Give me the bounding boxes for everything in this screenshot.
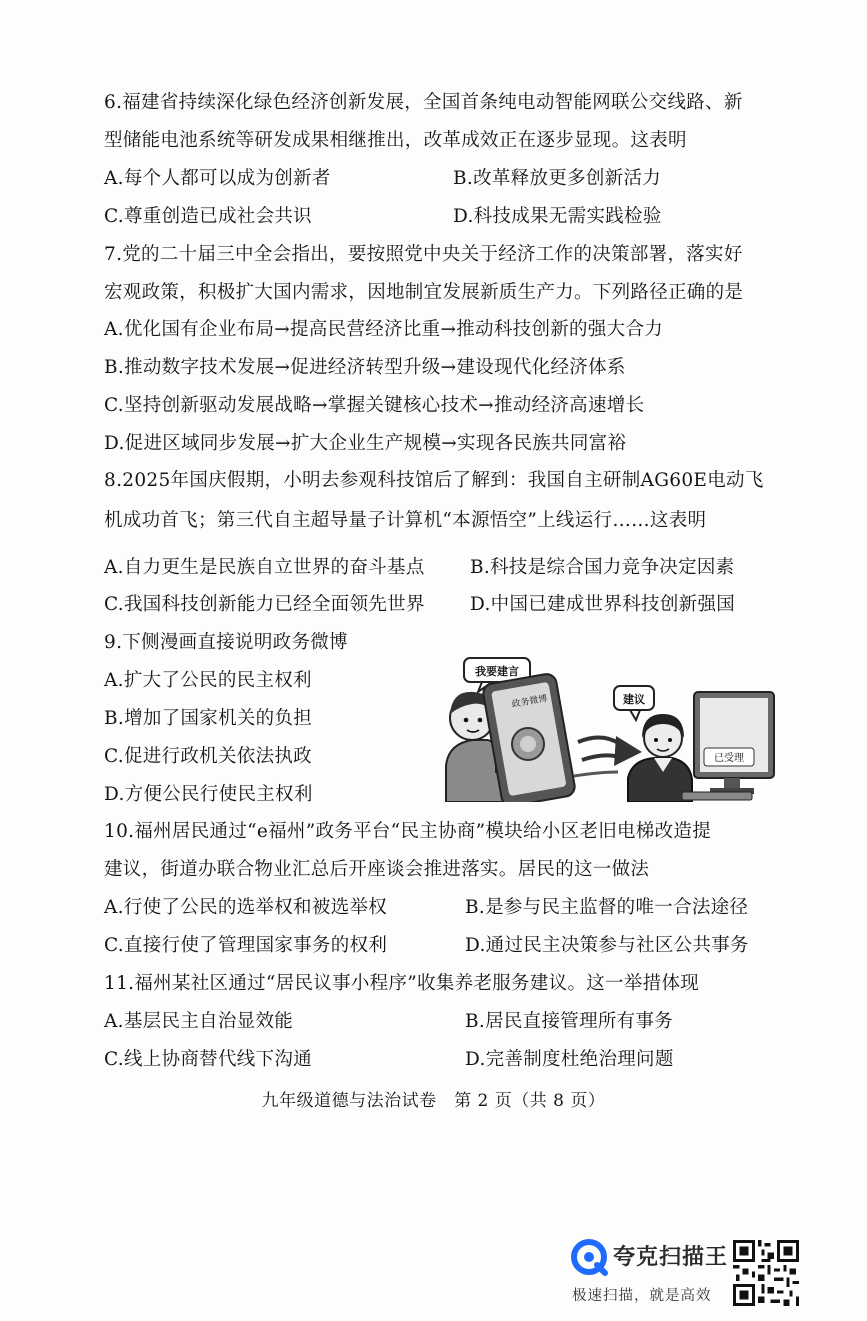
q10-stem-line-2: 建议，街道办联合物业汇总后开座谈会推进落实。居民的这一做法 [104, 859, 650, 880]
q10-option-d: D.通过民主决策参与社区公共事务 [465, 935, 749, 956]
q7-option-a: A.优化国有企业布局→提高民营经济比重→推动科技创新的强大合力 [104, 319, 664, 340]
q11-stem: 11.福州某社区通过“居民议事小程序”收集养老服务建议。这一举措体现 [104, 973, 700, 994]
scanner-watermark [570, 1238, 867, 1318]
keyboard-icon [682, 792, 752, 800]
q8-option-a: A.自力更生是民族自立世界的奋斗基点 [104, 557, 425, 578]
q9-option-d: D.方便公民行使民主权利 [104, 784, 313, 805]
q10-option-c: C.直接行使了管理国家事务的权利 [104, 935, 388, 956]
q8-option-b: B.科技是综合国力竞争决定因素 [470, 557, 735, 578]
q6-option-d: D.科技成果无需实践检验 [453, 206, 662, 227]
q6-option-a: A.每个人都可以成为创新者 [104, 168, 331, 189]
government-weibo-cartoon [442, 656, 778, 802]
computer-monitor [682, 692, 774, 800]
q6-option-c: C.尊重创造已成社会共识 [104, 206, 312, 227]
q6-stem-line-1: 6.福建省持续深化绿色经济创新发展，全国首条纯电动智能网联公交线路、新 [104, 92, 743, 113]
page-footer: 九年级道德与法治试卷 第 2 页（共 8 页） [261, 1091, 606, 1111]
q8-stem-line-2: 机成功首飞；第三代自主超导量子计算机“本源悟空”上线运行……这表明 [104, 510, 707, 531]
q11-option-b: B.居民直接管理所有事务 [465, 1011, 674, 1032]
screen-label: 已受理 [714, 753, 744, 764]
brand-name: 夸克扫描王 [613, 1245, 729, 1270]
q9-stem: 9.下侧漫画直接说明政务微博 [104, 632, 348, 653]
bubble-right-text: 建议 [623, 693, 645, 706]
phone-label: 政务微博 [511, 693, 549, 711]
q8-stem-line-1: 8.2025年国庆假期，小明去参观科技馆后了解到：我国自主研制AG60E电动飞 [104, 470, 764, 491]
q8-option-c: C.我国科技创新能力已经全面领先世界 [104, 594, 425, 615]
q6-option-b: B.改革释放更多创新活力 [453, 168, 662, 189]
q10-option-a: A.行使了公民的选举权和被选举权 [104, 897, 388, 918]
quark-logo-icon [570, 1238, 608, 1276]
q7-option-d: D.促进区域同步发展→扩大企业生产规模→实现各民族共同富裕 [104, 433, 627, 454]
q8-option-d: D.中国已建成世界科技创新强国 [470, 594, 736, 615]
q10-option-b: B.是参与民主监督的唯一合法途径 [465, 897, 749, 918]
q9-option-b: B.增加了国家机关的负担 [104, 708, 313, 729]
q11-option-c: C.线上协商替代线下沟通 [104, 1049, 312, 1070]
q11-option-a: A.基层民主自治显效能 [104, 1011, 294, 1032]
bubble-left-text: 我要建言 [475, 665, 519, 678]
q7-option-c: C.坚持创新驱动发展战略→掌握关键核心技术→推动经济高速增长 [104, 395, 645, 416]
q10-stem-line-1: 10.福州居民通过“e福州”政务平台“民主协商”模块给小区老旧电梯改造提 [104, 821, 712, 842]
brand-slogan: 极速扫描，就是高效 [572, 1288, 712, 1304]
official-figure [628, 714, 692, 802]
speech-bubble-right [614, 686, 654, 720]
q6-stem-line-2: 型储能电池系统等研发成果相继推出，改革成效正在逐步显现。这表明 [104, 130, 687, 151]
q9-option-c: C.促进行政机关依法执政 [104, 746, 312, 767]
q7-option-b: B.推动数字技术发展→促进经济转型升级→建设现代化经济体系 [104, 357, 626, 378]
q7-stem-line-2: 宏观政策，积极扩大国内需求，因地制宜发展新质生产力。下列路径正确的是 [104, 282, 744, 303]
q7-stem-line-1: 7.党的二十届三中全会指出，要按照党中央关于经济工作的决策部署，落实好 [104, 244, 743, 265]
qr-code-icon [733, 1240, 799, 1306]
q11-option-d: D.完善制度杜绝治理问题 [465, 1049, 674, 1070]
q9-option-a: A.扩大了公民的民主权利 [104, 670, 312, 691]
